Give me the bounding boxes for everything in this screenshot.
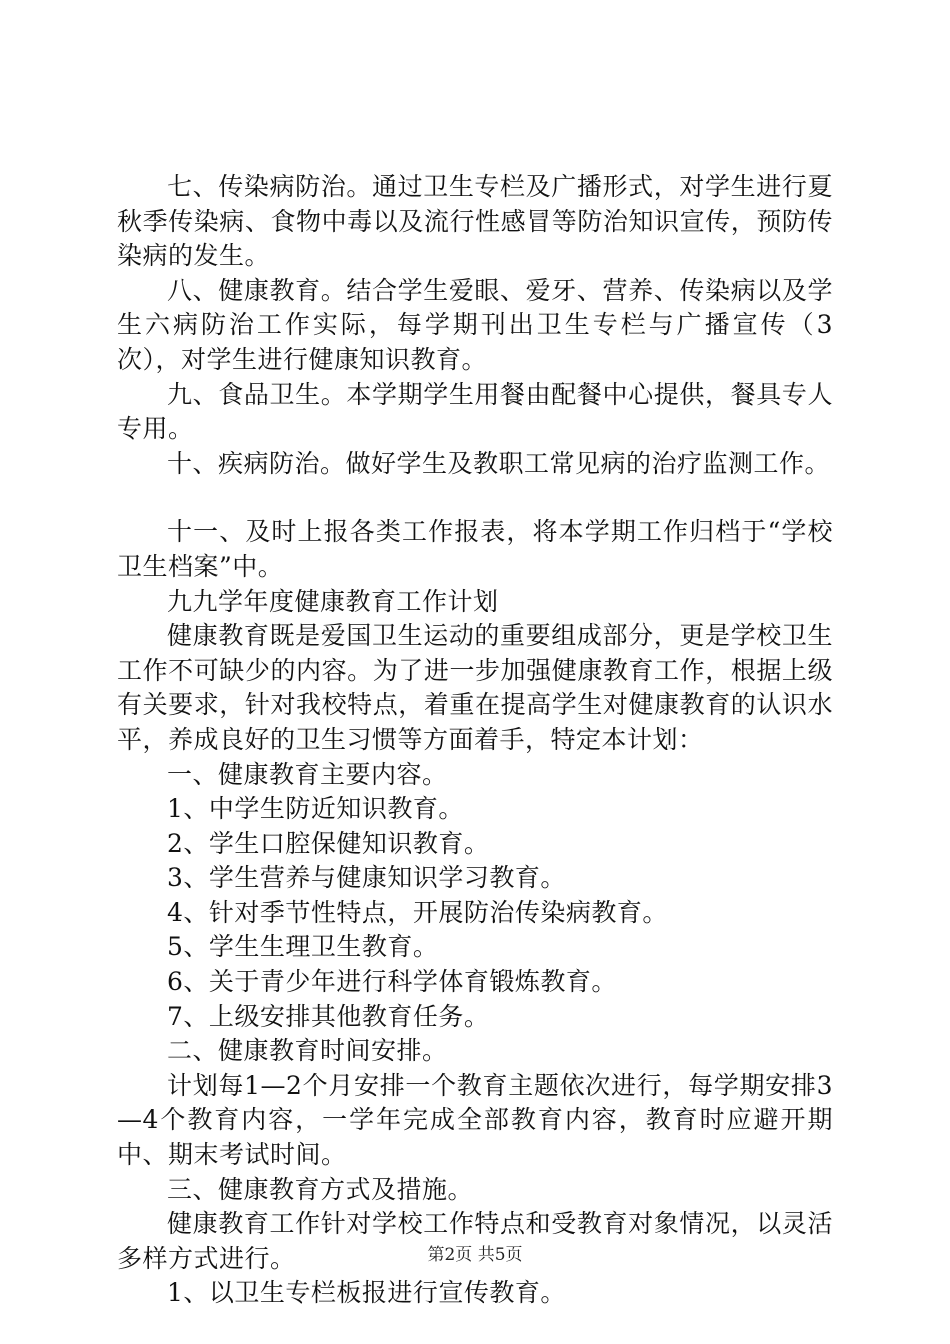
heading-main-content: 一、健康教育主要内容。 — [167, 759, 448, 789]
list-item: 2、学生口腔保健知识教育。 — [167, 828, 490, 858]
list-item: 6、关于青少年进行科学体育锻炼教育。 — [167, 967, 617, 997]
list-item: 3、学生营养与健康知识学习教育。 — [167, 863, 566, 893]
list-item: 1、中学生防近知识教育。 — [167, 794, 464, 824]
document-body — [117, 170, 833, 1311]
intro-paragraph: 健康教育既是爱国卫生运动的重要组成部分，更是学校卫生工作不可缺少的内容。为了进一步加强健康教育工作，根据上级有关要求，针对我校特点，着重在提高学生对健康教育的认识水平，养成良好的卫生习惯等方面着手，特定本计划： — [117, 621, 833, 754]
methods-paragraph: 健康教育工作针对学校工作特点和受教育对象情况，以灵活多样方式进行。 — [117, 1209, 833, 1273]
paragraph-eight: 八、健康教育。结合学生爱眼、爱牙、营养、传染病以及学生六病防治工作实际，每学期刊出卫生专栏与广播宣传（3次），对学生进行健康知识教育。 — [117, 275, 833, 374]
list-item: 5、学生生理卫生教育。 — [167, 932, 439, 962]
paragraph-seven: 七、传染病防治。通过卫生专栏及广播形式，对学生进行夏秋季传染病、食物中毒以及流行性感冒等防治知识宣传，预防传染病的发生。 — [117, 172, 833, 271]
list-item: 1、以卫生专栏板报进行宣传教育。 — [167, 1278, 566, 1308]
paragraph-gap — [117, 481, 833, 515]
paragraph-ten: 十、疾病防治。做好学生及教职工常见病的治疗监测工作。 — [167, 448, 831, 478]
heading-methods: 三、健康教育方式及措施。 — [167, 1174, 474, 1204]
list-item: 4、针对季节性特点，开展防治传染病教育。 — [167, 897, 668, 927]
page-number-footer: 第2页 共5页 — [427, 1245, 523, 1265]
schedule-paragraph: 计划每1—2个月安排一个教育主题依次进行，每学期安排3—4个教育内容，一学年完成全部教育内容，教育时应避开期中、期末考试时间。 — [117, 1070, 833, 1170]
paragraph-nine: 九、食品卫生。本学期学生用餐由配餐中心提供，餐具专人专用。 — [117, 379, 833, 444]
paragraph-eleven: 十一、及时上报各类工作报表，将本学期工作归档于“学校卫生档案”中。 — [117, 517, 833, 581]
list-item: 7、上级安排其他教育任务。 — [167, 1001, 490, 1031]
heading-time-schedule: 二、健康教育时间安排。 — [167, 1036, 448, 1066]
section-title: 九九学年度健康教育工作计划 — [167, 586, 499, 616]
